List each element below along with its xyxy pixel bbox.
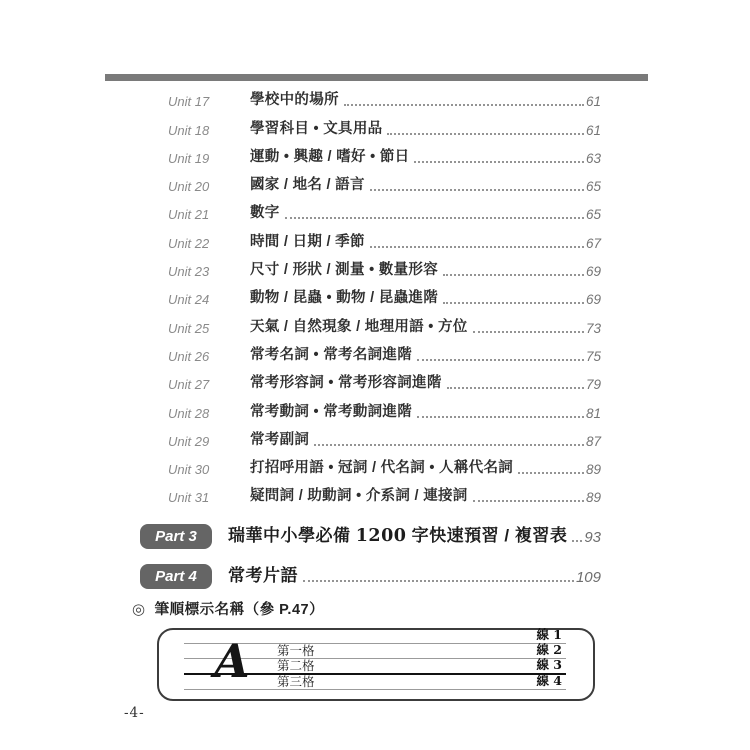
toc-unit-row (168, 312, 601, 340)
toc-unit-row (168, 143, 601, 171)
stroke-order-heading-text: 筆順標示名稱 (154, 602, 245, 618)
double-circle-icon: ◎ (132, 600, 146, 618)
unit-page-number: 89 (585, 462, 601, 478)
dotted-leader (572, 540, 582, 542)
unit-title: 運動 • 興趣 / 嗜好 • 節日 (250, 148, 410, 165)
toc-unit-row (168, 482, 601, 510)
toc-unit-row (168, 284, 601, 312)
part-title (228, 521, 567, 546)
line-label-4: 線 4 (536, 673, 562, 688)
part-list (140, 513, 601, 593)
dotted-leader (414, 161, 584, 163)
toc-unit-row (168, 171, 601, 199)
unit-page-number: 69 (585, 292, 601, 308)
unit-title: 天氣 / 自然現象 / 地理用語 • 方位 (250, 318, 468, 335)
part-page-number: 93 (584, 529, 601, 546)
dotted-leader (370, 189, 584, 191)
part-badge: Part 3 (140, 524, 212, 549)
header-rule (105, 74, 648, 81)
unit-title: 打招呼用語 • 冠詞 / 代名詞 • 人稱代名詞 (250, 460, 514, 477)
unit-number: Unit 23 (168, 264, 210, 280)
dotted-leader (443, 302, 584, 304)
unit-page-number: 87 (585, 433, 601, 449)
dotted-leader (344, 104, 584, 106)
unit-page-number: 75 (585, 348, 601, 364)
unit-title: 數字 (250, 205, 280, 222)
unit-page-number: 69 (585, 264, 601, 280)
sample-letter: A (214, 634, 250, 688)
unit-title: 國家 / 地名 / 語言 (250, 177, 365, 194)
dotted-leader (447, 387, 584, 389)
unit-page-number: 65 (585, 207, 601, 223)
unit-title: 常考動詞 • 常考動詞進階 (250, 403, 413, 420)
toc-unit-row (168, 426, 601, 454)
part-title-segment: 常考片語 (228, 566, 298, 585)
unit-page-number: 79 (585, 377, 601, 393)
toc-unit-row (168, 114, 601, 142)
dotted-leader (417, 359, 584, 361)
unit-number: Unit 30 (168, 462, 210, 478)
dotted-leader (443, 274, 584, 276)
toc-part-row (140, 553, 601, 593)
unit-title: 動物 / 昆蟲 • 動物 / 昆蟲進階 (250, 290, 439, 307)
unit-title: 學校中的場所 (250, 92, 339, 109)
unit-number: Unit 19 (168, 150, 210, 166)
unit-number: Unit 28 (168, 405, 210, 421)
unit-number: Unit 17 (168, 94, 210, 110)
toc-unit-row (168, 397, 601, 425)
dotted-leader (518, 472, 584, 474)
toc-unit-row (168, 227, 601, 255)
unit-number: Unit 26 (168, 348, 210, 364)
toc-unit-row (168, 86, 601, 114)
stroke-order-page-ref: （參 P.47） (244, 602, 325, 618)
dotted-leader (285, 217, 584, 219)
guide-line-4 (184, 689, 566, 690)
toc-part-row (140, 513, 601, 553)
toc-unit-row (168, 256, 601, 284)
unit-page-number: 73 (585, 320, 601, 336)
unit-title: 時間 / 日期 / 季節 (250, 233, 365, 250)
part-title-number: 1200 (355, 526, 407, 546)
unit-title: 常考副詞 (250, 431, 310, 448)
stroke-order-heading (132, 598, 324, 619)
line-label-1: 線 1 (536, 627, 562, 642)
line-label-2: 線 2 (536, 642, 562, 657)
unit-number: Unit 27 (168, 377, 210, 393)
unit-page-number: 61 (585, 94, 601, 110)
toc-unit-row (168, 454, 601, 482)
unit-number: Unit 20 (168, 179, 210, 195)
unit-page-number: 81 (585, 405, 601, 421)
unit-number: Unit 18 (168, 122, 210, 138)
toc-unit-row (168, 199, 601, 227)
cell-label-3: 第三格 (277, 674, 315, 689)
unit-page-number: 61 (585, 122, 601, 138)
dotted-leader (370, 246, 584, 248)
unit-title: 常考名詞 • 常考名詞進階 (250, 346, 413, 363)
unit-page-number: 67 (585, 235, 601, 251)
cell-label-2: 第二格 (277, 658, 315, 673)
toc-unit-row (168, 341, 601, 369)
unit-number: Unit 29 (168, 433, 210, 449)
stroke-order-diagram (157, 628, 595, 701)
unit-title: 學習科目 • 文具用品 (250, 120, 383, 137)
dotted-leader (473, 500, 584, 502)
unit-title: 疑問詞 / 助動詞 • 介系詞 / 連接詞 (250, 488, 468, 505)
cell-label-1: 第一格 (277, 643, 315, 658)
unit-page-number: 65 (585, 179, 601, 195)
page-number: -4- (124, 705, 145, 721)
unit-number: Unit 25 (168, 320, 210, 336)
unit-number: Unit 24 (168, 292, 210, 308)
unit-number: Unit 21 (168, 207, 210, 223)
unit-title: 尺寸 / 形狀 / 測量 • 數量形容 (250, 262, 439, 279)
unit-list (168, 86, 601, 510)
part-title-segment: 字快速預習 / 複習表 (406, 526, 568, 545)
unit-page-number: 63 (585, 150, 601, 166)
unit-page-number: 89 (585, 490, 601, 506)
part-title (228, 561, 298, 586)
unit-number: Unit 31 (168, 490, 210, 506)
unit-title: 常考形容詞 • 常考形容詞進階 (250, 375, 442, 392)
part-badge: Part 4 (140, 564, 212, 589)
part-title-segment: 瑞華中小學必備 (228, 526, 356, 545)
dotted-leader (314, 444, 584, 446)
dotted-leader (473, 331, 584, 333)
dotted-leader (417, 416, 584, 418)
part-page-number: 109 (575, 569, 601, 586)
dotted-leader (387, 133, 584, 135)
dotted-leader (303, 580, 574, 582)
line-label-3: 線 3 (536, 657, 562, 672)
unit-number: Unit 22 (168, 235, 210, 251)
toc-unit-row (168, 369, 601, 397)
